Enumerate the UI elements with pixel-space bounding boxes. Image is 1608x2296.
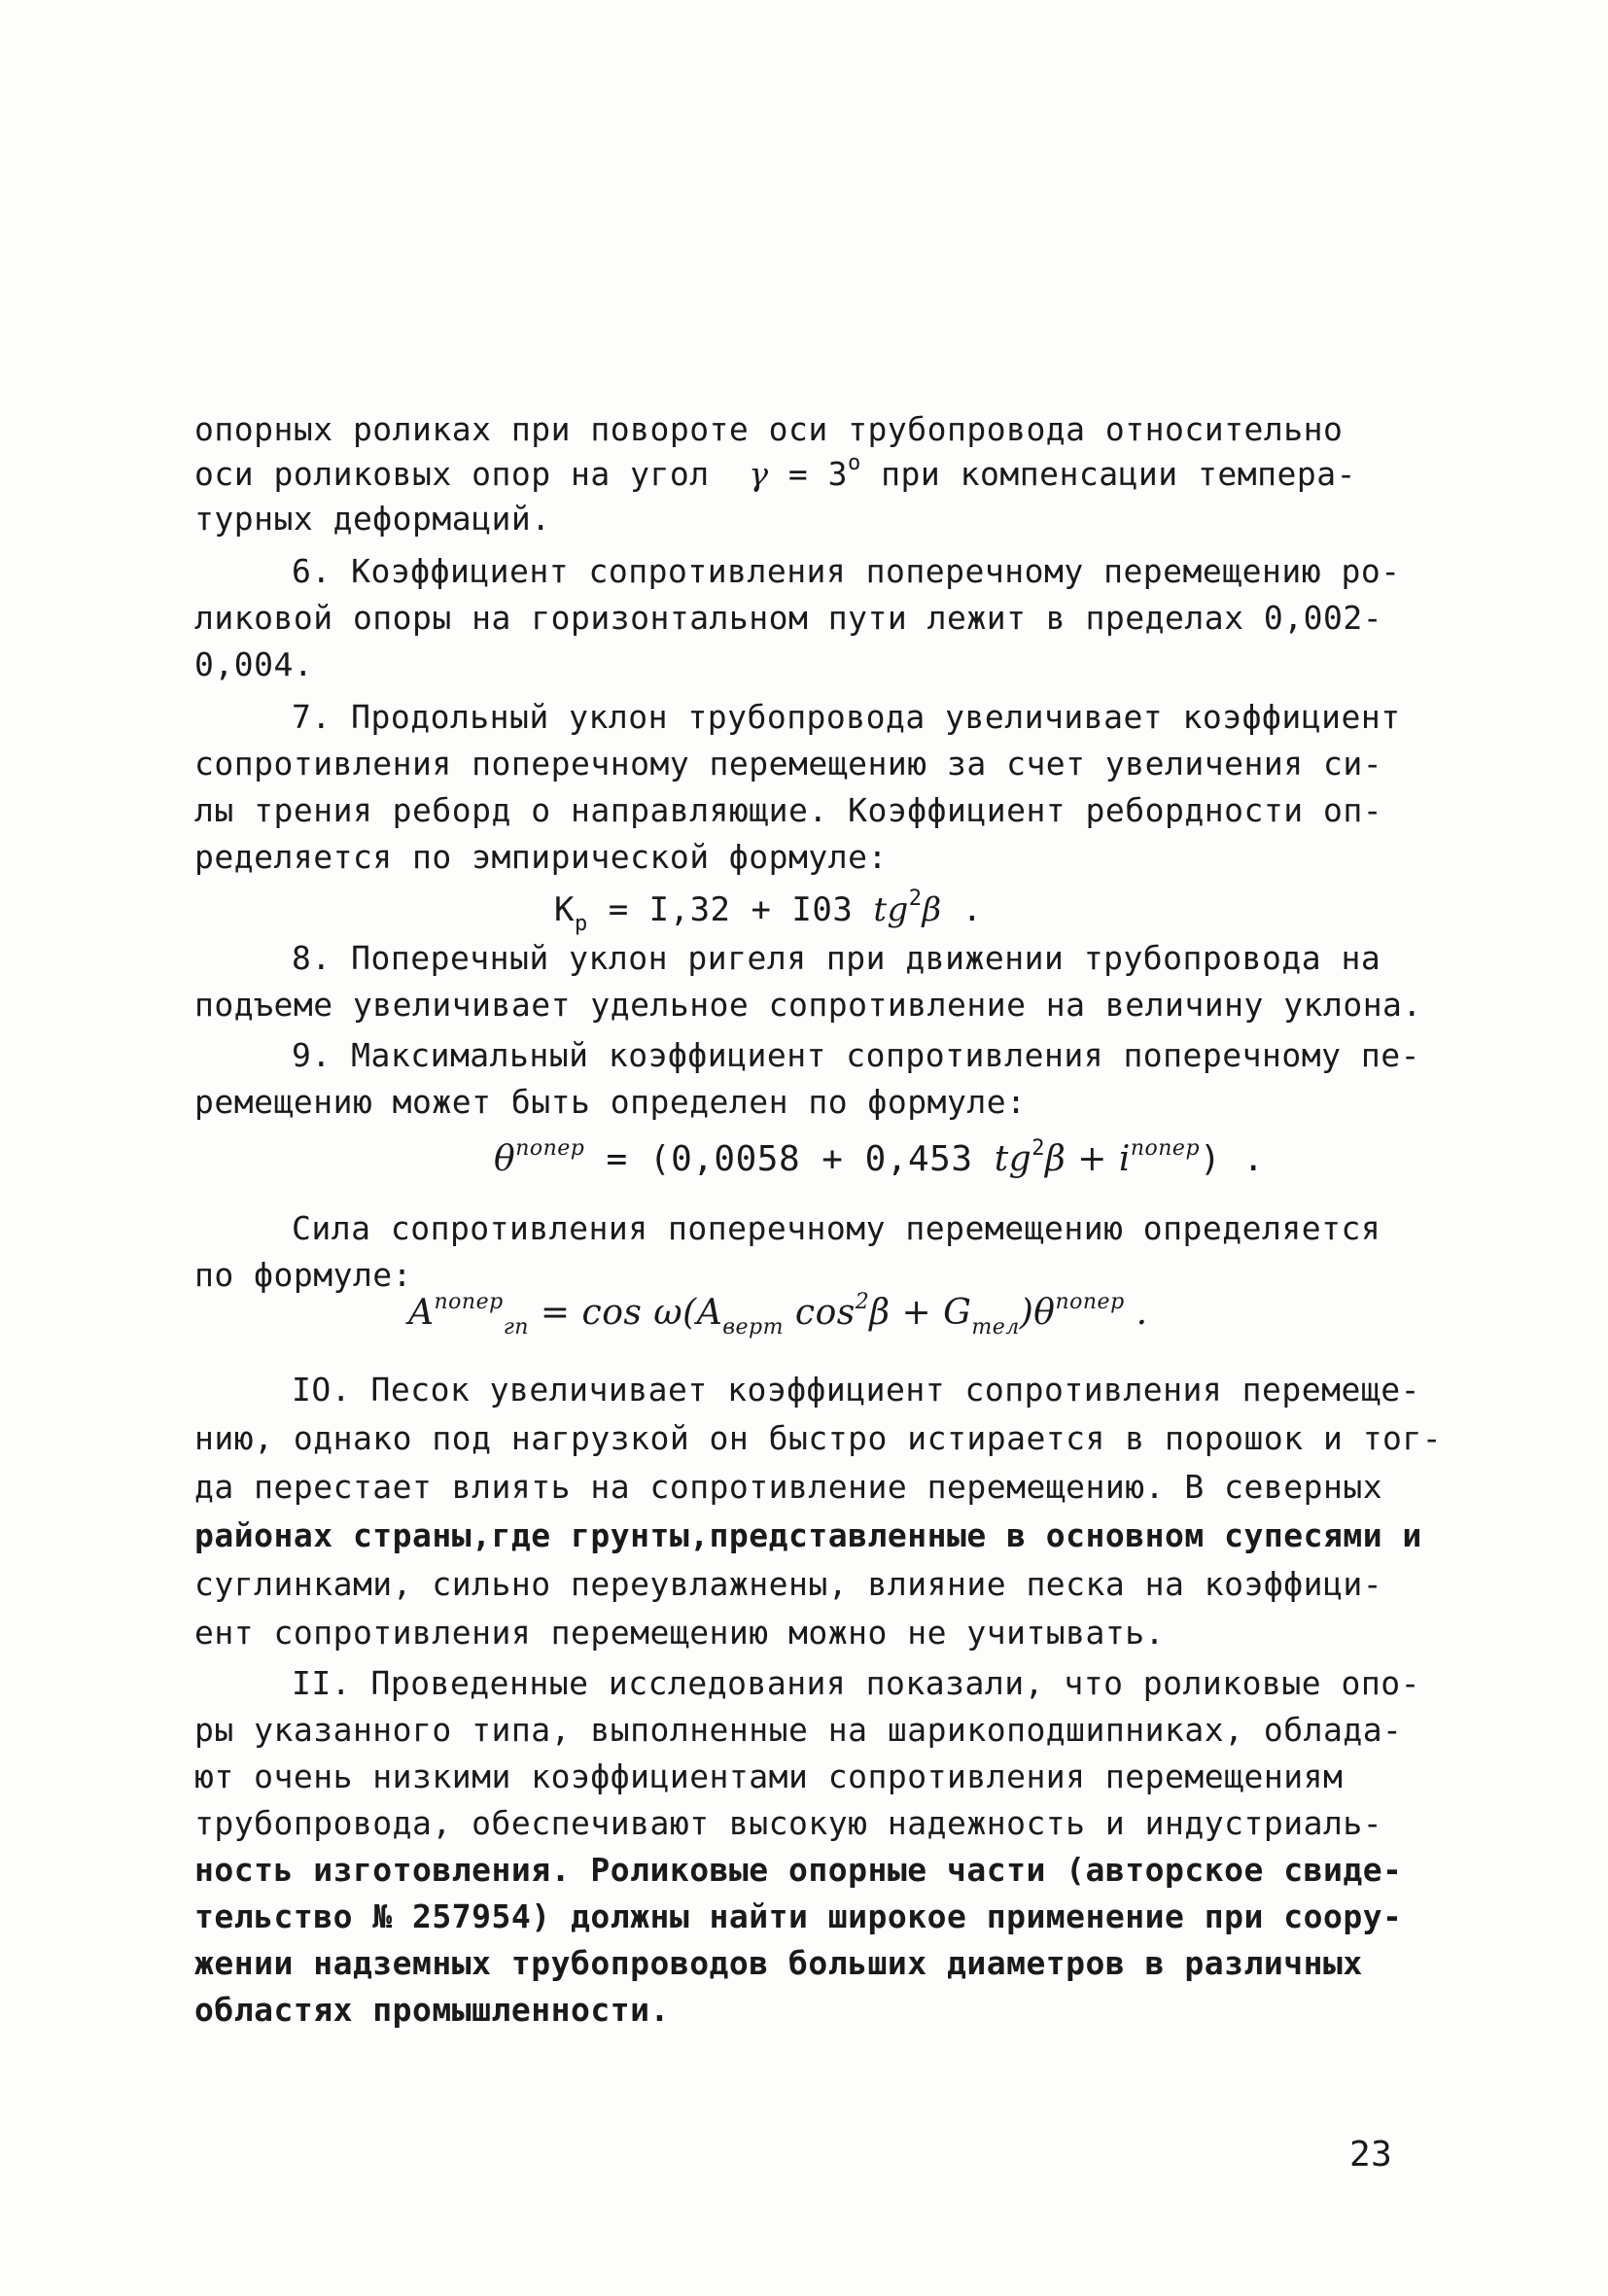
formula-theta xyxy=(494,1136,1265,1179)
item11-line-3: ют очень низкими коэффициентами сопротивления перемещениям xyxy=(194,1757,1344,1795)
force-tel-subscript: тел xyxy=(971,1315,1020,1339)
item6-line-3: 0,004. xyxy=(194,645,314,683)
item7-line-4: ределяется по эмпирической формуле: xyxy=(194,838,888,876)
formula-kp xyxy=(554,887,983,936)
item10-line-2: нию, однако под нагрузкой он быстро истирается в порошок и тог- xyxy=(194,1419,1443,1457)
item11-line-8: областях промышленности. xyxy=(194,1991,670,2029)
kp-subscript: р xyxy=(574,912,588,936)
force-a-subscript: гп xyxy=(503,1315,529,1339)
item10-line-3: да перестает влиять на сопротивление перемещению. В северных xyxy=(194,1468,1383,1506)
theta-close: ) . xyxy=(1200,1139,1265,1179)
force-eq: = cos ω(A xyxy=(528,1293,723,1333)
item9-line-2: ремещению может быть определен по формуле: xyxy=(194,1083,1027,1121)
item10-line-1: IO. Песок увеличивает коэффициент сопротивления перемеще- xyxy=(292,1371,1420,1409)
item6-line-2: ликовой опоры на горизонтальном пути лежит в пределах 0,002- xyxy=(194,599,1383,637)
degree-mark: о xyxy=(848,451,861,475)
item7-line-2: сопротивления поперечному перемещению за счет увеличения си- xyxy=(194,745,1383,783)
formula-force xyxy=(408,1290,1148,1339)
item9-line-1: 9. Максимальный коэффициент сопротивления поперечному пе- xyxy=(292,1036,1420,1074)
force-dot: . xyxy=(1124,1293,1148,1333)
intro-line-2 xyxy=(194,451,1356,499)
theta-beta: β xyxy=(1044,1139,1066,1179)
i-superscript: попер xyxy=(1130,1136,1201,1161)
item10-line-4: районах страны,где грунты,представленные в основном супесями и xyxy=(194,1516,1422,1554)
force-line-2: по формуле: xyxy=(194,1256,413,1294)
force-beta: β xyxy=(869,1293,891,1333)
intro-line-2-tail: при компенсации темпера- xyxy=(860,455,1356,493)
item11-line-5: ность изготовления. Роликовые опорные части (авторское свиде- xyxy=(194,1851,1403,1889)
item6-line-1: 6. Коэффициент сопротивления поперечному перемещению ро- xyxy=(292,552,1401,590)
kp-exponent: 2 xyxy=(908,887,923,911)
item10-line-6: ент сопротивления перемещению можно не учитывать. xyxy=(194,1614,1166,1652)
kp-expression: = I,32 + I03 xyxy=(587,890,874,929)
item11-line-2: ры указанного типа, выполненные на шарикоподшипниках, облада- xyxy=(194,1711,1403,1749)
kp-tg: tg xyxy=(873,890,909,929)
item11-line-7: жении надземных трубопроводов больших диаметров в различных xyxy=(194,1944,1363,1982)
item11-line-6: тельство № 257954) должны найти широкое применение при соору- xyxy=(194,1897,1403,1935)
gamma-symbol: γ xyxy=(749,455,769,493)
page-number: 23 xyxy=(1349,2135,1393,2174)
item8-line-2: подъеме увеличивает удельное сопротивление на величину уклона. xyxy=(194,986,1422,1024)
item10-line-5: суглинками, сильно переувлажнены, влияние песка на коэффици- xyxy=(194,1565,1383,1603)
equals-3: = 3 xyxy=(768,455,849,493)
force-line-1: Сила сопротивления поперечному перемещению определяется xyxy=(292,1209,1381,1247)
force-a-symbol: A xyxy=(408,1293,435,1333)
force-vert-subscript: верт xyxy=(722,1315,784,1339)
theta-superscript: попер xyxy=(515,1136,585,1161)
force-plus-g: + G xyxy=(890,1293,972,1333)
kp-symbol: K xyxy=(554,890,575,929)
theta-exponent: 2 xyxy=(1031,1136,1045,1161)
theta-symbol: θ xyxy=(494,1139,516,1179)
theta-plus-i: + i xyxy=(1066,1139,1131,1179)
intro-line-2-text: оси роликовых опор на угол xyxy=(194,455,710,493)
force-a-superscript: попер xyxy=(434,1290,504,1314)
item7-line-3: лы трения реборд о направляющие. Коэффициент ребордности оп- xyxy=(194,791,1383,829)
item8-line-1: 8. Поперечный уклон ригеля при движении трубопровода на xyxy=(292,939,1381,977)
force-exponent: 2 xyxy=(855,1290,870,1314)
kp-beta: β xyxy=(922,890,942,929)
intro-line-3: турных деформаций. xyxy=(194,500,551,538)
force-cos: cos xyxy=(783,1293,856,1333)
force-theta-superscript: попер xyxy=(1055,1290,1125,1314)
theta-tg: tg xyxy=(994,1139,1032,1179)
theta-expression: = (0,0058 + 0,453 xyxy=(584,1139,995,1179)
intro-line-1: опорных роликах при повороте оси трубопровода относительно xyxy=(194,410,1344,448)
force-close: )θ xyxy=(1019,1293,1056,1333)
item11-line-1: II. Проведенные исследования показали, что роликовые опо- xyxy=(292,1664,1420,1702)
item11-line-4: трубопровода, обеспечивают высокую надежность и индустриаль- xyxy=(194,1804,1383,1842)
kp-dot: . xyxy=(941,890,983,929)
item7-line-1: 7. Продольный уклон трубопровода увеличивает коэффициент xyxy=(292,698,1401,736)
